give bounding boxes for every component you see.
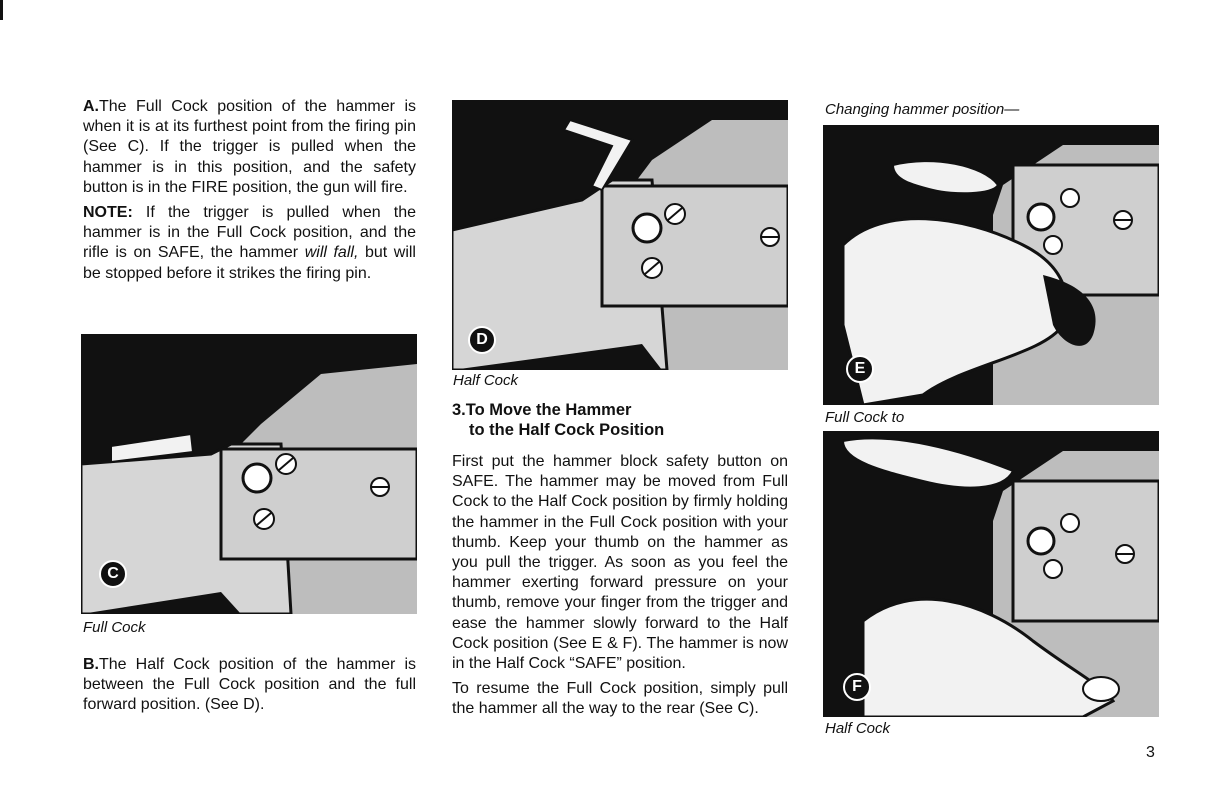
figure-d-illustration	[452, 100, 788, 370]
section-3-paragraph-2: To resume the Full Cock position, simply pull the hammer all the way to the rear (See C).	[452, 680, 788, 718]
figure-e-letter-badge: E	[846, 355, 874, 383]
figure-c-caption: Full Cock	[83, 619, 146, 636]
figure-c-illustration	[81, 334, 417, 614]
note-label: NOTE:	[83, 204, 133, 222]
figure-f-illustration	[823, 431, 1159, 717]
section-3-title-line1: To Move the Hammer	[465, 401, 632, 419]
figure-f-letter-badge: F	[843, 673, 871, 701]
note-text-before: If the trigger is pulled when the hammer is in the Full Cock position, and the rifle is on SAFE, the hammer	[83, 204, 416, 262]
top-right-caption: Changing hammer position—	[825, 101, 1020, 118]
figure-c	[81, 334, 417, 614]
figure-e-caption: Full Cock to	[825, 409, 905, 426]
figure-f-caption: Half Cock	[825, 720, 891, 737]
note-text-after: but will be stopped before it strikes the firing pin.	[83, 244, 416, 282]
figure-f	[823, 431, 1159, 717]
section-3-title-line2: to the Half Cock Position	[469, 421, 665, 439]
paragraph-b	[83, 655, 416, 716]
figure-e	[823, 125, 1159, 405]
figure-e-illustration	[823, 125, 1159, 405]
paragraph-b-block	[83, 655, 416, 721]
figure-d	[452, 100, 788, 370]
paragraph-a	[83, 97, 416, 198]
para-b-text: The Half Cock position of the hammer is between the Full Cock position and the full forward position. (See D).	[83, 656, 416, 714]
section-3-number: 3.	[452, 401, 466, 419]
section-3-paragraph-1: First put the hammer block safety button on SAFE. The hammer may be moved from Full Cock to the Half Cock position by firmly holding the hammer in the Full Cock position with your thumb. Keep your thumb on the hammer as you pull the trigger. As soon as you feel the hammer exerting forward pressure on your thumb, remove your finger from the trigger and ease the hammer slowly forward to the Half Cock position (See E & F). The hammer is now in the Half Cock “SAFE” position.	[452, 453, 788, 673]
section-3-heading	[452, 400, 788, 440]
para-b-label: B.	[83, 656, 99, 673]
figure-c-letter-badge: C	[99, 560, 127, 588]
figure-d-caption: Half Cock	[453, 372, 519, 389]
note-emphasis: will fall,	[304, 244, 359, 262]
edge-mark	[0, 0, 3, 20]
column-left-text	[83, 97, 416, 289]
para-a-text: The Full Cock position of the hammer is when it is at its furthest point from the firing pin (See C). If the trigger is pulled when the hammer is in this position, and the safety button is in the FIRE position, the gun will fire.	[83, 98, 416, 196]
page-number: 3	[1146, 744, 1155, 761]
section-3	[452, 400, 788, 725]
note-paragraph	[83, 203, 416, 284]
figure-d-letter-badge: D	[468, 326, 496, 354]
para-a-label: A.	[83, 98, 99, 115]
